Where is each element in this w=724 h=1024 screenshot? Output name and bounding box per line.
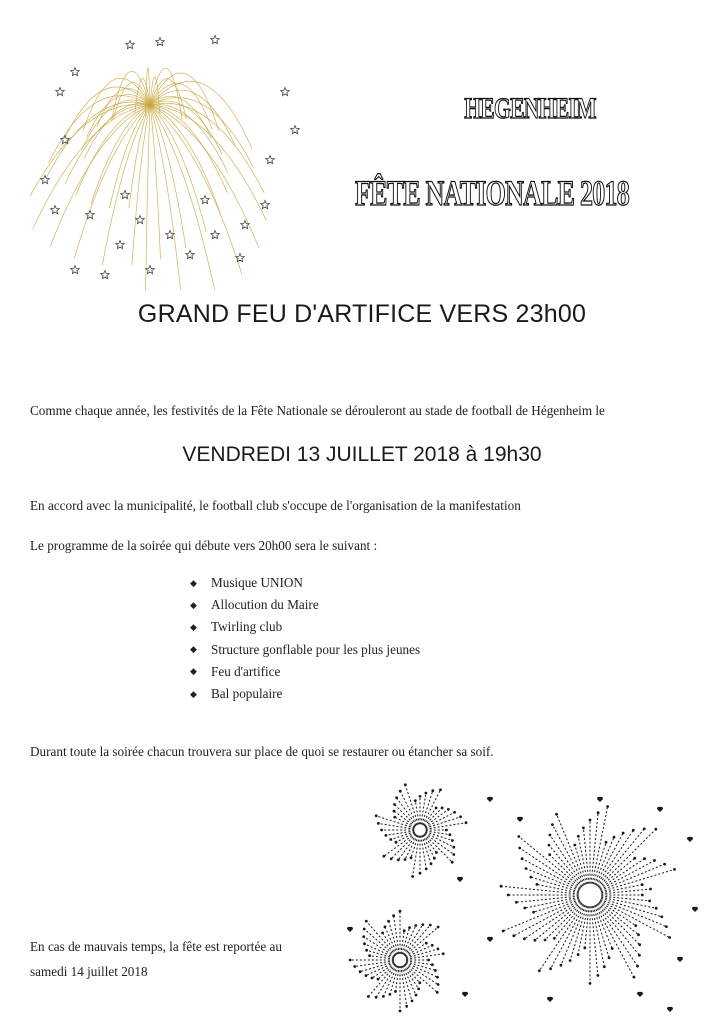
rain-note-line: samedi 14 juillet 2018: [30, 964, 148, 979]
star-icon: [51, 206, 60, 214]
diamond-bullet-icon: ◆: [190, 621, 197, 632]
gold-firework-illustration: [30, 30, 310, 290]
star-icon: [201, 196, 210, 204]
heart-icon: [677, 957, 683, 962]
diamond-bullet-icon: ◆: [190, 644, 197, 655]
event-heading: FÊTE NATIONALE 2018: [355, 173, 629, 213]
star-icon: [71, 68, 80, 76]
program-list: [190, 572, 420, 705]
heart-icon: [667, 1007, 673, 1012]
star-icon: [261, 201, 270, 209]
program-item: [190, 594, 420, 616]
diamond-bullet-icon: ◆: [190, 666, 197, 677]
heart-icon: [687, 837, 693, 842]
heart-icon: [462, 992, 468, 997]
food-note: Durant toute la soirée chacun trouvera sur place de quoi se restaurer ou étancher sa soif.: [30, 744, 494, 759]
heart-icon: [487, 797, 493, 802]
heart-icon: [517, 817, 523, 822]
star-icon: [291, 126, 300, 134]
star-icon: [121, 191, 130, 199]
program-item-label: Twirling club: [211, 619, 283, 635]
heart-icon: [347, 927, 353, 932]
heart-icon: [547, 997, 553, 1002]
firework-burst: [375, 783, 468, 878]
program-item: [190, 661, 420, 683]
star-icon: [211, 36, 220, 44]
heart-icon: [457, 877, 463, 882]
firework-burst: [349, 910, 445, 1013]
organisation-text: En accord avec la municipalité, le football club s'occupe de l'organisation de la manifestation: [30, 498, 521, 513]
black-white-firework-illustration: [340, 780, 710, 1020]
star-icon: [116, 241, 125, 249]
event-date: VENDREDI 13 JUILLET 2018 à 19h30: [182, 443, 542, 466]
star-icon: [281, 88, 290, 96]
star-icon: [136, 216, 145, 224]
firework-burst: [500, 805, 676, 985]
star-icon: [56, 88, 65, 96]
program-item-label: Feu d'artifice: [211, 663, 281, 679]
program-item: [190, 639, 420, 661]
program-intro-text: Le programme de la soirée qui débute vers 20h00 sera le suivant :: [30, 538, 378, 553]
star-icon: [156, 38, 165, 46]
star-icon: [71, 266, 80, 274]
star-icon: [266, 156, 275, 164]
program-item-label: Allocution du Maire: [211, 597, 319, 613]
program-item: [190, 572, 420, 594]
diamond-bullet-icon: ◆: [190, 599, 197, 610]
rain-note: [30, 934, 330, 984]
heart-icon: [692, 907, 698, 912]
star-icon: [211, 231, 220, 239]
program-item: [190, 683, 420, 705]
star-icon: [101, 271, 110, 279]
star-icon: [186, 251, 195, 259]
star-icon: [41, 176, 50, 184]
fireworks-headline: GRAND FEU D'ARTIFICE VERS 23h00: [137, 300, 587, 328]
star-icon: [146, 266, 155, 274]
rain-note-line: En cas de mauvais temps, la fête est reportée au: [30, 939, 282, 954]
program-item-label: Structure gonflable pour les plus jeunes: [211, 641, 421, 657]
diamond-bullet-icon: ◆: [190, 577, 197, 588]
star-icon: [166, 231, 175, 239]
heart-icon: [657, 807, 663, 812]
firework-rays: [30, 68, 266, 290]
program-item-label: Musique UNION: [211, 575, 303, 591]
star-icon: [236, 254, 245, 262]
heart-icon: [637, 992, 643, 997]
star-icon: [86, 211, 95, 219]
heart-icon: [487, 937, 493, 942]
program-item: [190, 616, 420, 638]
diamond-bullet-icon: ◆: [190, 688, 197, 699]
star-icon: [241, 221, 250, 229]
town-heading: HEGENHEIM: [464, 92, 596, 125]
star-icon: [126, 41, 135, 49]
heart-icon: [597, 797, 603, 802]
intro-text: Comme chaque année, les festivités de la Fête Nationale se dérouleront au stade de football de Hégenheim le: [30, 403, 605, 418]
program-item-label: Bal populaire: [211, 686, 283, 702]
